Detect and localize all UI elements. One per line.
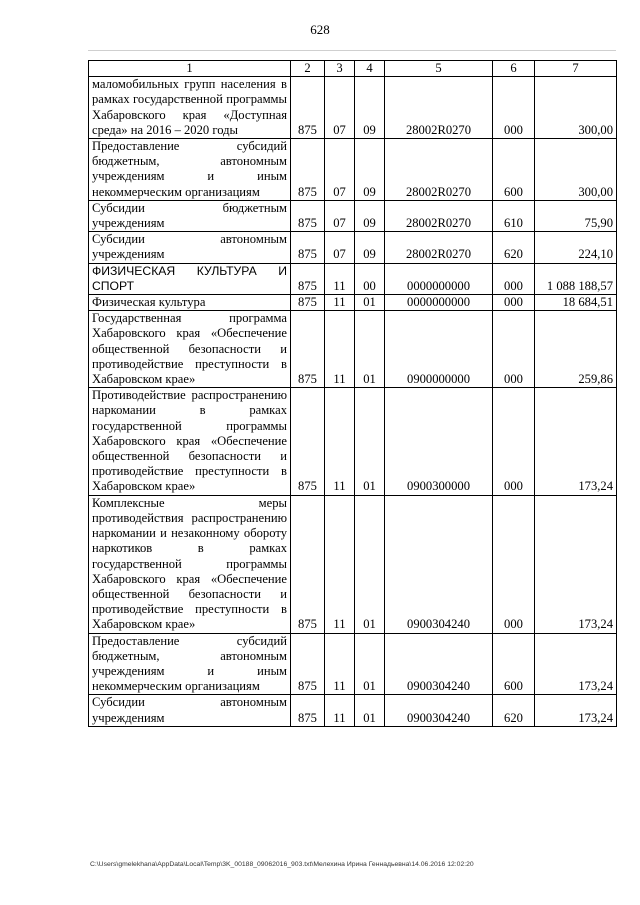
row-ministry-code: 875 — [291, 495, 325, 633]
row-target-item: 28002R0270 — [385, 200, 493, 231]
row-subsection: 09 — [355, 200, 385, 231]
header-col-3: 3 — [325, 61, 355, 77]
row-ministry-code: 875 — [291, 263, 325, 294]
row-section: 11 — [325, 263, 355, 294]
row-section: 07 — [325, 200, 355, 231]
row-section: 07 — [325, 232, 355, 263]
row-expense-type: 620 — [493, 232, 535, 263]
row-name: Предоставление субсидий бюджетным, автономным учреждениям и иным некоммерческим организациям — [89, 633, 291, 695]
row-target-item: 0900304240 — [385, 495, 493, 633]
row-expense-type: 600 — [493, 139, 535, 201]
header-row — [89, 61, 617, 77]
row-subsection: 09 — [355, 139, 385, 201]
row-amount: 224,10 — [535, 232, 617, 263]
row-amount: 18 684,51 — [535, 295, 617, 311]
table-row — [89, 633, 617, 695]
row-target-item: 0900300000 — [385, 388, 493, 495]
row-ministry-code: 875 — [291, 295, 325, 311]
row-expense-type: 000 — [493, 388, 535, 495]
row-ministry-code: 875 — [291, 311, 325, 388]
row-section: 11 — [325, 633, 355, 695]
row-subsection: 01 — [355, 295, 385, 311]
header-col-4: 4 — [355, 61, 385, 77]
row-subsection: 09 — [355, 77, 385, 139]
row-expense-type: 620 — [493, 695, 535, 726]
row-section: 07 — [325, 77, 355, 139]
table-row — [89, 232, 617, 263]
row-target-item: 0900304240 — [385, 633, 493, 695]
row-target-item: 0000000000 — [385, 263, 493, 294]
row-expense-type: 000 — [493, 263, 535, 294]
row-expense-type: 000 — [493, 311, 535, 388]
row-amount: 173,24 — [535, 388, 617, 495]
row-target-item: 28002R0270 — [385, 77, 493, 139]
row-section: 11 — [325, 295, 355, 311]
row-ministry-code: 875 — [291, 77, 325, 139]
row-ministry-code: 875 — [291, 139, 325, 201]
header-col-2: 2 — [291, 61, 325, 77]
row-name: Физическая культура — [89, 295, 291, 311]
row-ministry-code: 875 — [291, 388, 325, 495]
row-expense-type: 000 — [493, 77, 535, 139]
row-ministry-code: 875 — [291, 695, 325, 726]
row-name: Предоставление субсидий бюджетным, автономным учреждениям и иным некоммерческим организациям — [89, 139, 291, 201]
row-target-item: 0900000000 — [385, 311, 493, 388]
row-subsection: 00 — [355, 263, 385, 294]
row-amount: 300,00 — [535, 77, 617, 139]
table-row — [89, 311, 617, 388]
row-subsection: 09 — [355, 232, 385, 263]
subheader-rule — [88, 50, 616, 51]
row-section: 11 — [325, 495, 355, 633]
row-expense-type: 000 — [493, 495, 535, 633]
row-amount: 173,24 — [535, 695, 617, 726]
table-row — [89, 139, 617, 201]
row-name: Субсидии бюджетным учреждениям — [89, 200, 291, 231]
row-amount: 173,24 — [535, 495, 617, 633]
row-target-item: 0900304240 — [385, 695, 493, 726]
table-row — [89, 695, 617, 726]
row-section: 11 — [325, 388, 355, 495]
header-col-5: 5 — [385, 61, 493, 77]
table-row — [89, 495, 617, 633]
row-ministry-code: 875 — [291, 200, 325, 231]
row-section: 07 — [325, 139, 355, 201]
row-section: 11 — [325, 695, 355, 726]
row-amount: 259,86 — [535, 311, 617, 388]
header-col-7: 7 — [535, 61, 617, 77]
file-path-footer: C:\Users\gmelekhana\AppData\Local\Temp\3K_00188_09062016_903.txt\Мелехина Ирина Геннадьевна\14.06.2016 12:02:20 — [90, 861, 474, 868]
row-amount: 173,24 — [535, 633, 617, 695]
table-row — [89, 77, 617, 139]
table-row — [89, 200, 617, 231]
page-number: 628 — [310, 22, 330, 37]
row-subsection: 01 — [355, 695, 385, 726]
row-target-item: 28002R0270 — [385, 232, 493, 263]
row-subsection: 01 — [355, 311, 385, 388]
row-name: Субсидии автономным учреждениям — [89, 695, 291, 726]
row-expense-type: 610 — [493, 200, 535, 231]
row-ministry-code: 875 — [291, 232, 325, 263]
row-name: ФИЗИЧЕСКАЯ КУЛЬТУРА И СПОРТ — [89, 263, 291, 294]
row-name: Противодействие распространению наркомании в рамках государственной программы Хабаровского края «Обеспечение общественной безопасности и противодействие преступности в Хабаровском крае» — [89, 388, 291, 495]
row-ministry-code: 875 — [291, 633, 325, 695]
row-amount: 1 088 188,57 — [535, 263, 617, 294]
row-amount: 300,00 — [535, 139, 617, 201]
row-subsection: 01 — [355, 495, 385, 633]
row-subsection: 01 — [355, 388, 385, 495]
header-col-1: 1 — [89, 61, 291, 77]
header-col-6: 6 — [493, 61, 535, 77]
row-subsection: 01 — [355, 633, 385, 695]
row-expense-type: 600 — [493, 633, 535, 695]
table-row — [89, 388, 617, 495]
budget-table — [88, 60, 617, 727]
row-target-item: 0000000000 — [385, 295, 493, 311]
table-row — [89, 295, 617, 311]
row-name: Субсидии автономным учреждениям — [89, 232, 291, 263]
table-row — [89, 263, 617, 294]
row-target-item: 28002R0270 — [385, 139, 493, 201]
row-section: 11 — [325, 311, 355, 388]
row-name: Государственная программа Хабаровского края «Обеспечение общественной безопасности и противодействие преступности в Хабаровском крае» — [89, 311, 291, 388]
row-name: маломобильных групп населения в рамках государственной программы Хабаровского края «Доступная среда» на 2016 – 2020 годы — [89, 77, 291, 139]
row-amount: 75,90 — [535, 200, 617, 231]
row-expense-type: 000 — [493, 295, 535, 311]
row-name: Комплексные меры противодействия распространению наркомании и незаконному обороту наркотиков в рамках государственной программы Хабаровского края «Обеспечение общественной безопасности и противодействие преступности в Хабаровском крае» — [89, 495, 291, 633]
